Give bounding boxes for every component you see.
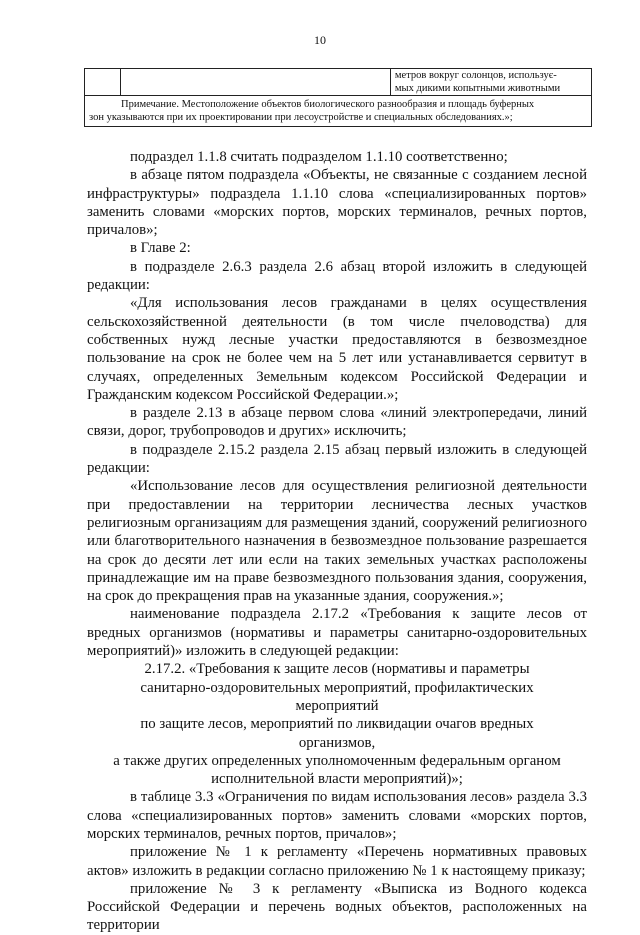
centered-heading-line: исполнительной власти мероприятий)»; bbox=[211, 771, 463, 788]
centered-heading-line: санитарно-оздоровительных мероприятий, профилактических мероприятий bbox=[140, 679, 534, 714]
table-note-line bbox=[89, 98, 587, 111]
body-paragraph: в подразделе 2.15.2 раздела 2.15 абзац первый изложить в следующей редакции: bbox=[87, 441, 587, 477]
body-paragraph: подраздел 1.1.8 считать подразделом 1.1.10 соответственно; bbox=[130, 149, 508, 165]
regulation-table-fragment bbox=[84, 68, 592, 127]
body-paragraph: «Для использования лесов гражданами в целях осуществления сельскохозяйственной деятельности (в том числе пчеловодства) для собственных нужд лесные участки предоставляются в безвозмездное пользование на срок не более чем на 5 лет или устанавливается сервитут в случаях, определенных Земельным кодексом Российской Федерации и Гражданским кодексом Российской Федерации.»; bbox=[87, 295, 587, 403]
table-cell-empty bbox=[85, 69, 121, 96]
table-note-cell bbox=[85, 96, 592, 127]
document-body bbox=[87, 148, 587, 935]
body-paragraph: наименование подраздела 2.17.2 «Требования к защите лесов от вредных организмов (нормативы и параметры санитарно-оздоровительных мероприятий)» изложить в следующей редакции: bbox=[87, 606, 587, 660]
centered-heading-line: по защите лесов, мероприятий по ликвидации очагов вредных организмов, bbox=[140, 716, 534, 751]
body-paragraph: «Использование лесов для осуществления религиозной деятельности при предоставлении на территории лесничества лесных участков религиозным организациям для размещения зданий, сооружений религиозного или благотворительного назначения в безвозмездное пользование разрешается на срок до десяти лет или если на таких земельных участках расположены принадлежащие им на праве безвозмездного пользования здания, сооружения, на срок до прекращения прав на указанные здания, сооружения.»; bbox=[87, 478, 587, 605]
body-paragraph: приложение № 3 к регламенту «Выписка из Водного кодекса Российской Федерации и перечень водных объектов, расположенных на территории bbox=[87, 880, 587, 934]
table-note-line: зон указываются при их проектировании при лесоустройстве и специальных обследованиях.»; bbox=[89, 112, 513, 123]
table-cell-line: метров вокруг солонцов, использує- bbox=[394, 70, 557, 81]
body-paragraph: в подразделе 2.6.3 раздела 2.6 абзац второй изложить в следующей редакции: bbox=[87, 258, 587, 294]
body-paragraph: в абзаце пятом подраздела «Объекты, не связанные с созданием лесной инфраструктуры» подраздела 1.1.10 слова «специализированных портов» заменить словами «морских портов, морских терминалов, речных портов, причалов»; bbox=[87, 167, 587, 239]
table-row bbox=[85, 69, 592, 96]
page-number: 10 bbox=[314, 33, 326, 47]
centered-heading-line: а также других определенных уполномоченным федеральным органом bbox=[113, 752, 561, 769]
centered-heading-line: 2.17.2. «Требования к защите лесов (нормативы и параметры bbox=[144, 661, 530, 678]
body-paragraph: приложение № 1 к регламенту «Перечень нормативных правовых актов» изложить в редакции согласно приложению № 1 к настоящему приказу; bbox=[87, 844, 587, 879]
body-paragraph: в разделе 2.13 в абзаце первом слова «линий электропередачи, линий связи, дорог, трубопроводов и других» исключить; bbox=[87, 405, 587, 440]
table-cell-empty bbox=[121, 69, 391, 96]
table-cell-text bbox=[390, 69, 591, 96]
table-cell-line: мых дикими копытными животными bbox=[394, 83, 561, 94]
body-paragraph: в таблице 3.3 «Ограничения по видам использования лесов» раздела 3.3 слова «специализированных портов» заменить словами «морских портов, морских терминалов, речных портов, причалов»; bbox=[87, 789, 587, 842]
body-paragraph: в Главе 2: bbox=[130, 240, 191, 257]
table-note-text: Примечание. Местоположение объектов биологического разнообразия и площадь буферных bbox=[121, 99, 535, 110]
table-note-row bbox=[85, 96, 592, 127]
